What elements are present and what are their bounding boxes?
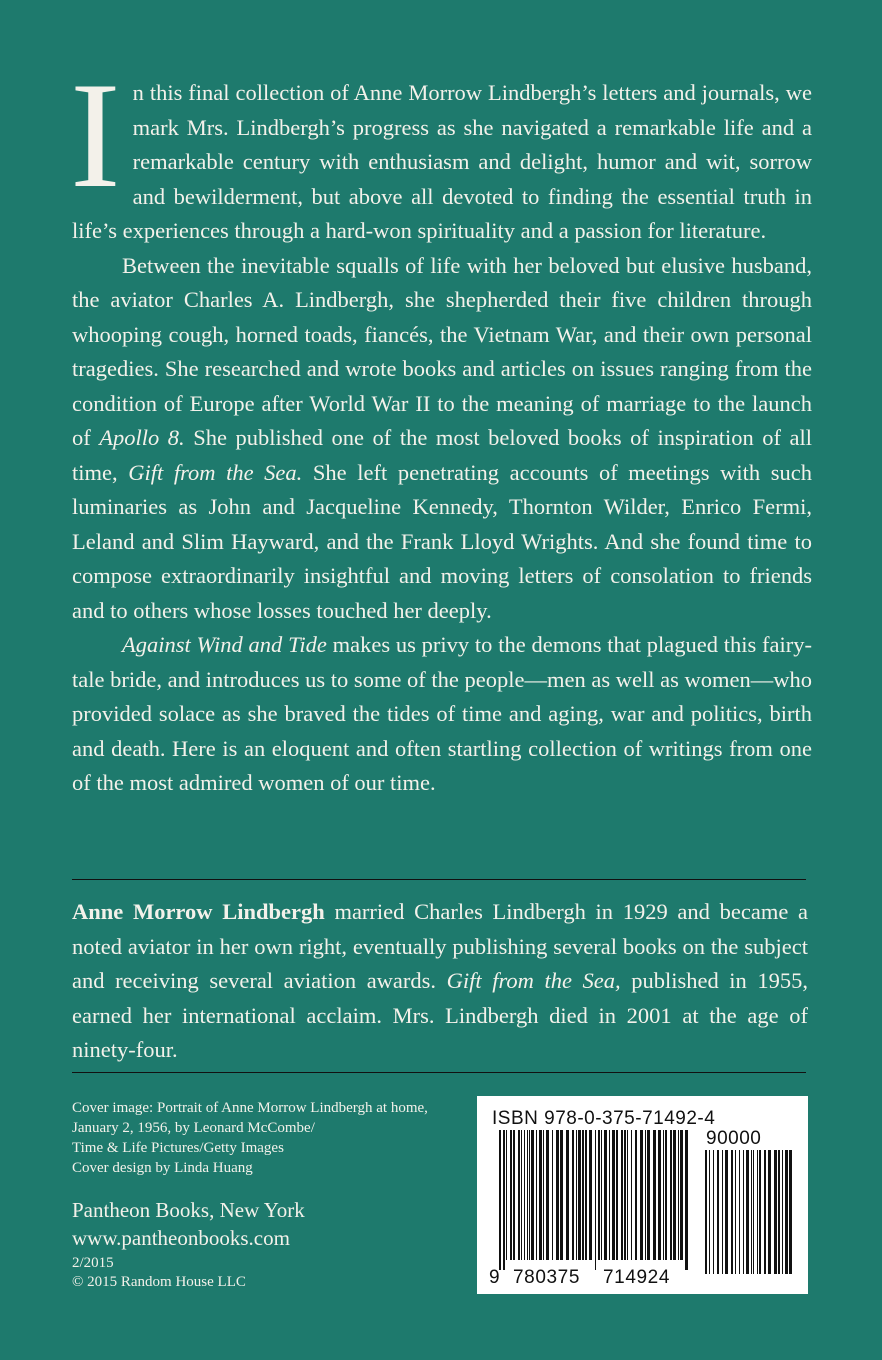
barcode-bar (539, 1130, 542, 1260)
barcode-bar (764, 1150, 766, 1274)
barcode-digits-left: 780375 (513, 1267, 581, 1288)
credit-line: January 2, 1956, by Leonard McCombe/ (72, 1120, 315, 1136)
barcode-bar (785, 1150, 788, 1274)
barcode-bar (604, 1130, 607, 1260)
print-date: 2/2015 (72, 1255, 114, 1271)
barcode-bar (527, 1130, 528, 1260)
barcode-bar (601, 1130, 602, 1260)
barcode-bar (598, 1130, 600, 1260)
barcode-bar (635, 1130, 637, 1260)
barcode-bar (518, 1130, 520, 1260)
blurb-paragraph-3: Against Wind and Tide makes us privy to the demons that plagued this fairy-tale bride, and introduces us to some of the people—men as well as women—who provided solace as she braved the tides of time and aging, war and politics, birth and death. Here is an eloquent and often startling collection of writings from one of the most admired women of our time. (72, 632, 812, 795)
credit-line: Cover image: Portrait of Anne Morrow Lindbergh at home, (72, 1100, 428, 1116)
barcode-bar (713, 1150, 714, 1274)
barcode-bar (647, 1130, 650, 1260)
barcode-bar (768, 1150, 771, 1274)
publication-info (72, 1254, 246, 1292)
barcode-bar (665, 1130, 667, 1260)
barcode-bar (582, 1130, 584, 1260)
addon-barcode-bars-icon (705, 1150, 795, 1284)
barcode-bar (746, 1150, 749, 1274)
blurb-paragraph-1: In this final collection of Anne Morrow Lindbergh’s letters and journals, we mark Mrs. Lindbergh’s progress as she navigated a remarkable life and a remarkable century with enthusiasm and delight, humor and wit, sorrow and bewilderment, but above all devoted to finding the essential truth in life’s experiences through a hard-won spirituality and a passion for literature. (70, 51, 812, 243)
barcode-bar (789, 1150, 792, 1274)
barcode-bar (663, 1130, 664, 1260)
barcode-bar (705, 1150, 707, 1274)
isbn-barcode (477, 1096, 808, 1294)
bio-paragraph: Anne Morrow Lindbergh married Charles Lindbergh in 1929 and became a noted aviator in her own right, eventually publishing several books on the subject and receiving several aviation awards. Gift from the Sea, published in 1955, earned her international acclaim. Mrs. Lindbergh died in 2001 at the age of ninety-four. (72, 899, 808, 1062)
barcode-bar (543, 1130, 544, 1260)
barcode-bar (624, 1130, 626, 1260)
barcode-bar (536, 1130, 537, 1260)
barcode-bar (678, 1130, 679, 1260)
cover-credits (72, 1098, 452, 1178)
blurb (70, 51, 812, 801)
barcode-bars-icon (499, 1130, 689, 1270)
barcode-bar (653, 1130, 656, 1260)
barcode-bar (645, 1130, 646, 1260)
barcode-bar (506, 1130, 507, 1260)
price-addon-code: 90000 (706, 1128, 762, 1149)
barcode-bar (709, 1150, 710, 1274)
publisher-block (72, 1196, 305, 1252)
barcode-bar (717, 1150, 719, 1274)
barcode-bar (585, 1130, 587, 1260)
barcode-bar (731, 1150, 733, 1274)
publisher-url: www.pantheonbooks.com (72, 1226, 290, 1250)
barcode-bar (524, 1130, 525, 1260)
bio-gift-title: Gift from the Sea, (446, 968, 621, 993)
drop-cap: I (70, 51, 121, 219)
apollo-title: Apollo 8. (99, 425, 185, 450)
barcode-bar (759, 1150, 761, 1274)
credit-line: Cover design by Linda Huang (72, 1160, 253, 1176)
barcode-bar (722, 1150, 723, 1274)
barcode-bar (572, 1130, 574, 1260)
barcode-digits-right: 714924 (603, 1267, 671, 1288)
barcode-bar (658, 1130, 661, 1260)
barcode-bar (627, 1130, 628, 1260)
barcode-bar (503, 1130, 505, 1270)
divider-top (72, 879, 806, 880)
barcode-bar (753, 1150, 754, 1274)
barcode-bar (531, 1130, 534, 1260)
barcode-bar (631, 1130, 632, 1260)
barcode-bar (725, 1150, 728, 1274)
barcode-bar (560, 1130, 563, 1260)
copyright: © 2015 Random House LLC (72, 1274, 246, 1290)
barcode-bar (566, 1130, 569, 1260)
book-title: Against Wind and Tide (122, 632, 327, 657)
barcode-bar (510, 1130, 512, 1260)
barcode-bar (621, 1130, 623, 1260)
barcode-bar (595, 1130, 596, 1270)
barcode-bar (578, 1130, 581, 1260)
barcode-bar (680, 1130, 683, 1260)
barcode-bar (552, 1130, 553, 1260)
barcode-bar (735, 1150, 736, 1274)
author-name: Anne Morrow Lindbergh (72, 899, 325, 924)
barcode-bar (751, 1150, 752, 1274)
barcode-bar (499, 1130, 501, 1270)
blurb-paragraph-2: Between the inevitable squalls of life with her beloved but elusive husband, the aviator Charles A. Lindbergh, she shepherded their five children through whooping cough, horned toads, fiancés, the Vietnam War, and their own personal tragedies. She researched and wrote books and articles on issues ranging from the condition of Europe after World War II to the meaning of marriage to the launch of Apollo 8. She published one of the most beloved books of inspiration of all time, Gift from the Sea. She left penetrating accounts of meetings with such luminaries as John and Jacqueline Kennedy, Thornton Wilder, Enrico Fermi, Leland and Slim Hayward, and the Frank Lloyd Wrights. And she found time to compose extraordinarily insightful and moving letters of consolation to friends and to others whose losses touched her deeply. (72, 252, 812, 623)
barcode-bar (685, 1130, 688, 1270)
barcode-bar (513, 1130, 515, 1260)
barcode-bar (529, 1130, 530, 1260)
barcode-bar (589, 1130, 592, 1260)
barcode-bar (774, 1150, 777, 1274)
gift-title: Gift from the Sea. (128, 459, 303, 485)
barcode-bar (556, 1130, 559, 1260)
barcode-bar (616, 1130, 618, 1260)
barcode-bar (778, 1150, 780, 1274)
barcode-bar (757, 1150, 758, 1274)
barcode-bar (739, 1150, 740, 1274)
isbn-label: ISBN 978-0-375-71492-4 (492, 1108, 716, 1129)
barcode-bar (782, 1150, 783, 1274)
publisher-name: Pantheon Books, New York (72, 1198, 305, 1222)
divider-bottom (72, 1072, 806, 1073)
barcode-bar (521, 1130, 522, 1260)
barcode-bar (546, 1130, 549, 1260)
barcode-bar (640, 1130, 643, 1260)
barcode-digit-first: 9 (489, 1267, 501, 1288)
barcode-bar (612, 1130, 615, 1260)
barcode-bar (673, 1130, 676, 1260)
barcode-bar (743, 1150, 744, 1274)
barcode-bar (576, 1130, 577, 1260)
barcode-bar (609, 1130, 610, 1260)
credit-line: Time & Life Pictures/Getty Images (72, 1140, 284, 1156)
barcode-bar (670, 1130, 672, 1260)
author-bio (72, 895, 808, 1068)
